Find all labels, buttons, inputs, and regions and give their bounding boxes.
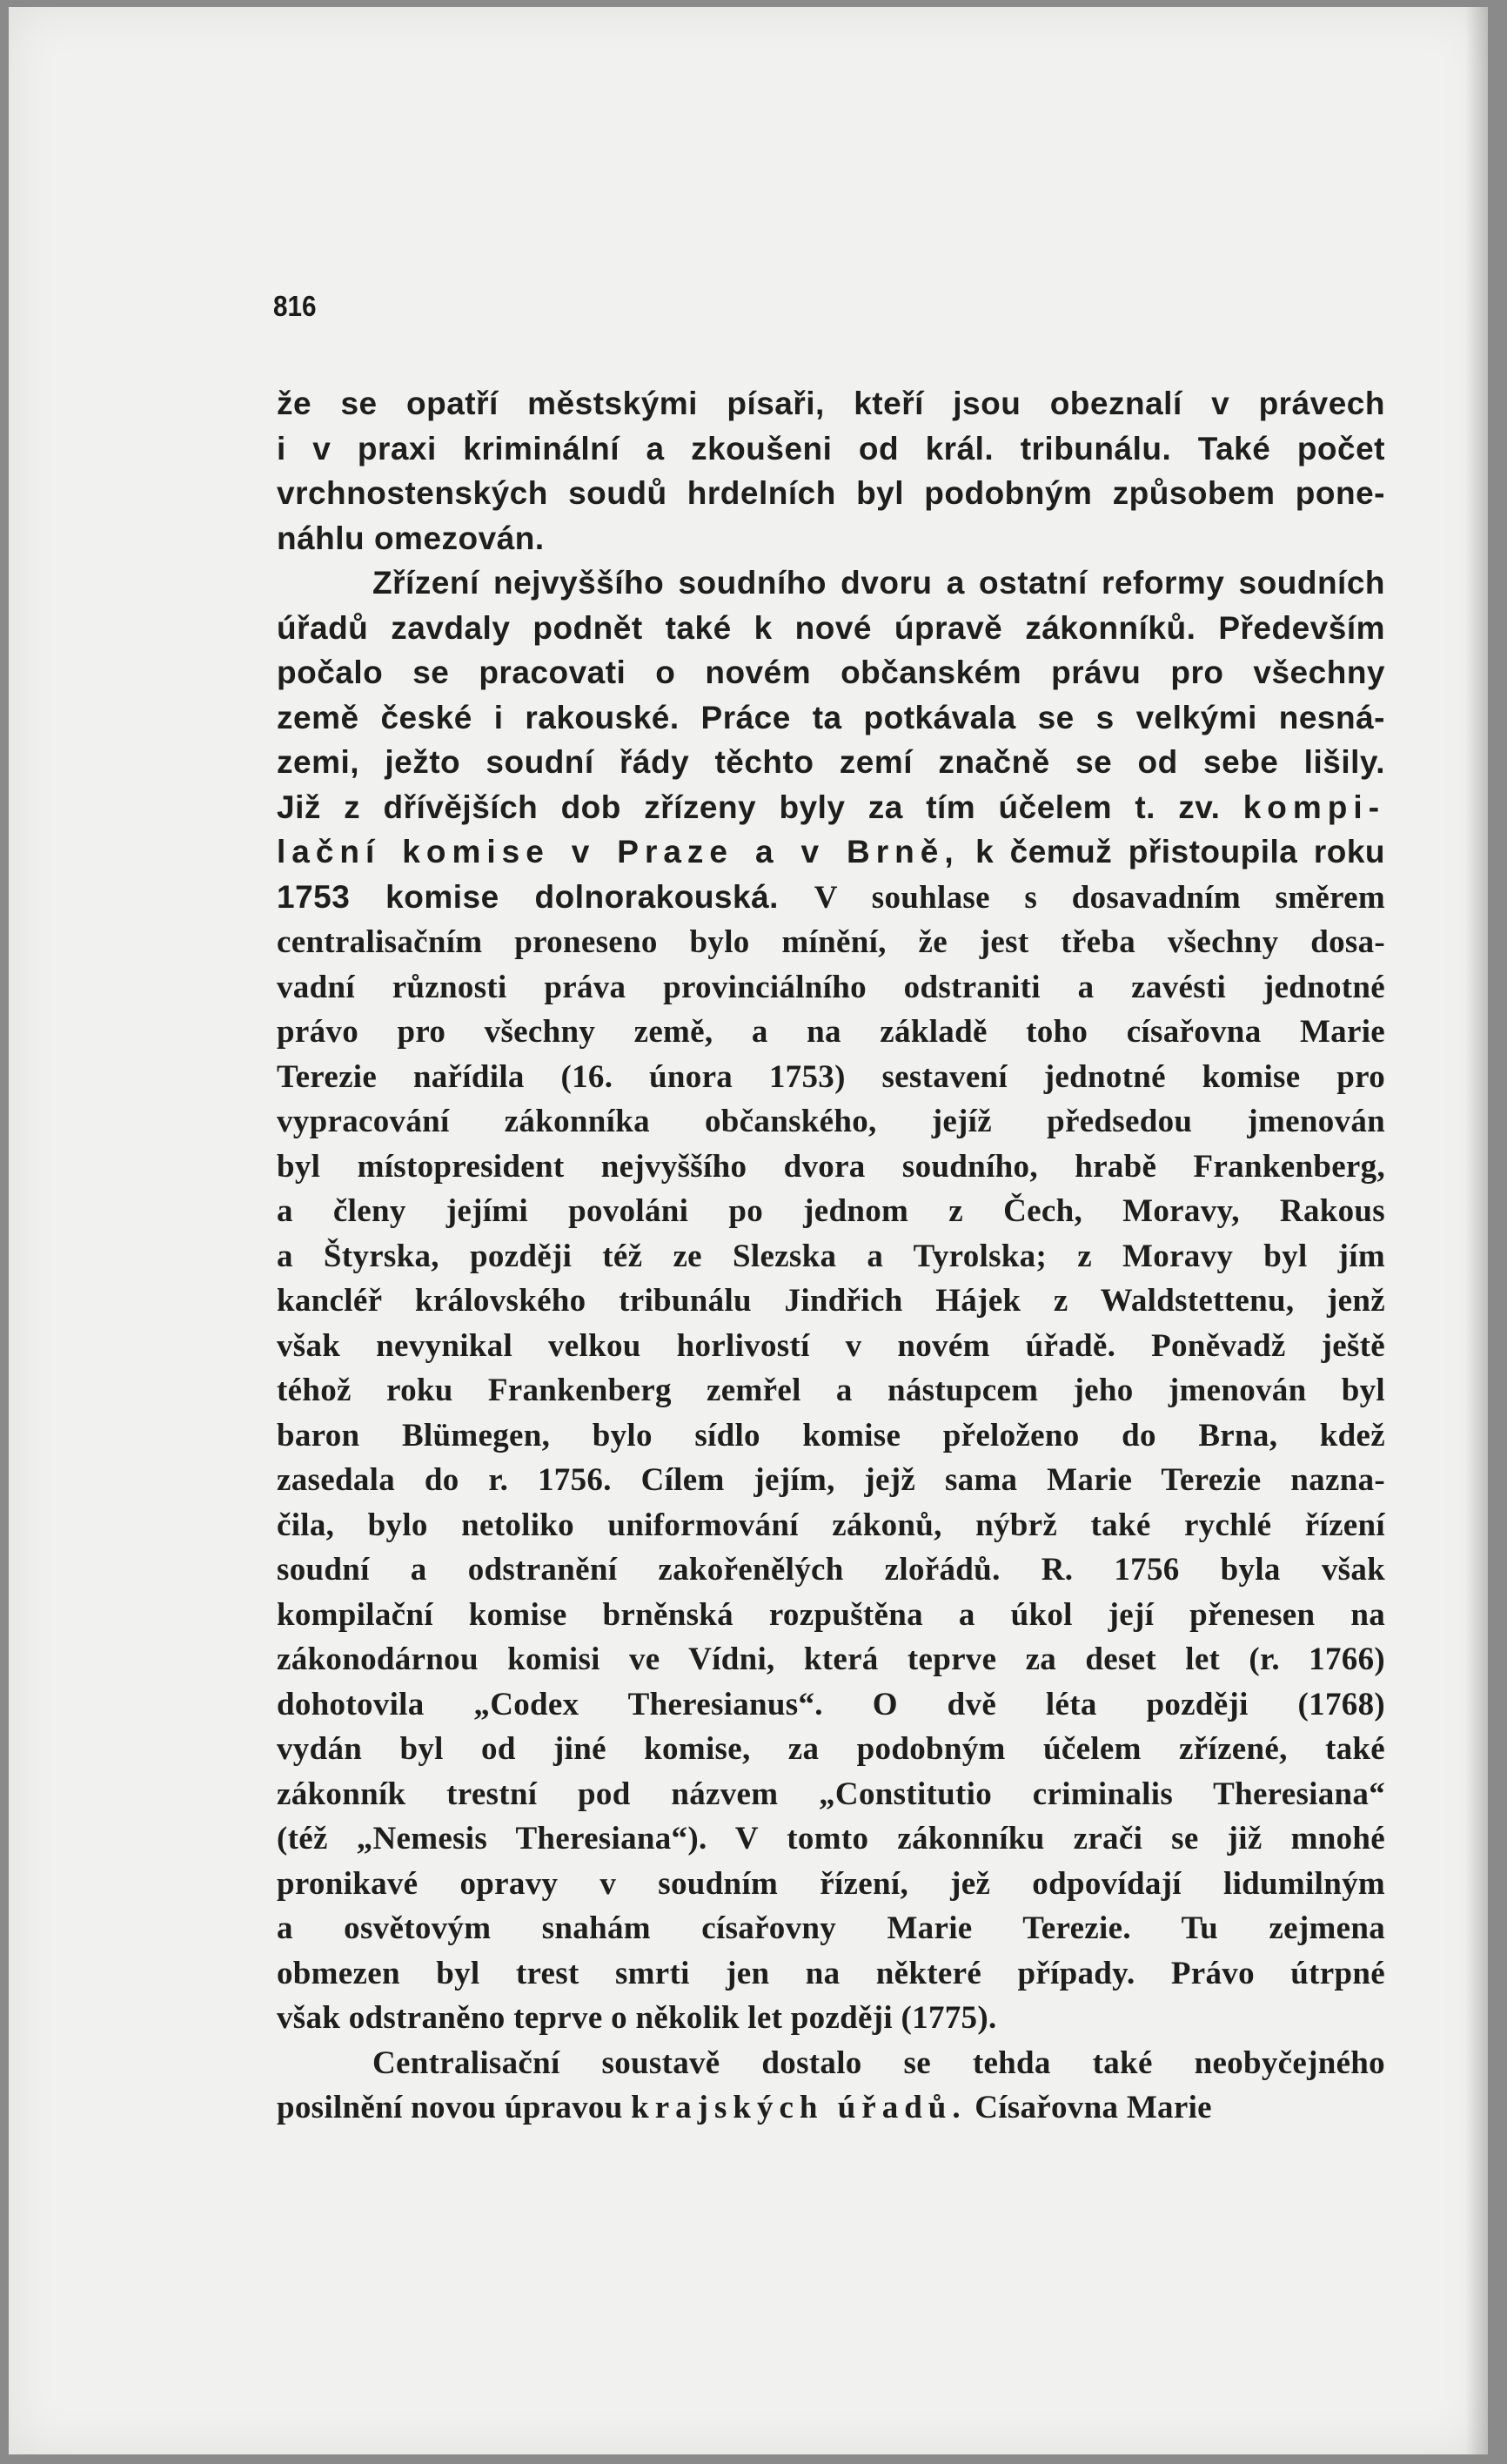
text-line: počalo se pracovati o novém občanském právu pro všechny: [277, 655, 1385, 690]
body-text: [277, 381, 1385, 2131]
text-line: téhož roku Frankenberg zemřel a nástupcem jeho jmenován byl: [277, 1373, 1385, 1408]
text-line: i v praxi kriminální a zkoušeni od král. tribunálu. Také počet: [277, 430, 1385, 467]
emphasized-text: lační komise v Praze a v Brně,: [277, 834, 960, 869]
text-line: centralisačním proneseno bylo mínění, že jest třeba všechny dosa-: [277, 924, 1385, 960]
text-line: vypracování zákonníka občanského, jejíž předsedou jmenován: [277, 1104, 1385, 1139]
text-segment: 1753 komise dolnorakouská.: [277, 878, 779, 915]
text-line: zasedala do r. 1756. Cílem jejím, jejž sama Marie Terezie nazna-: [277, 1462, 1385, 1498]
emphasized-text: kompi-: [1242, 789, 1386, 825]
text-line: Centralisační soustavě dostalo se tehda také neobyčejného: [372, 2044, 1385, 2081]
text-line: kancléř královského tribunálu Jindřich Hájek z Waldstettenu, jenž: [277, 1283, 1385, 1319]
text-line: [277, 829, 1385, 875]
text-line: náhlu omezován.: [277, 520, 545, 556]
page-number: 816: [273, 290, 317, 322]
text-segment: V souhlase s dosavadním směrem: [814, 879, 1385, 916]
text-line: čila, bylo netoliko uniformování zákonů, nýbrž také rychlé řízení: [277, 1507, 1385, 1543]
text-line: úřadů zavdaly podnět také k nové úpravě zákonníků. Především: [277, 609, 1385, 646]
text-line: obmezen byl trest smrti jen na některé případy. Právo útrpné: [277, 1955, 1385, 1991]
book-page: [9, 7, 1488, 2454]
text-line: a osvětovým snahám císařovny Marie Terezie. Tu zejmena: [277, 1910, 1385, 1946]
text-segment: Již z dřívějších dob zřízeny byly za tím účelem t. zv.: [277, 789, 1221, 825]
text-line: Terezie nařídila (16. února 1753) sestavení jednotné komise pro: [277, 1058, 1385, 1095]
text-line: [277, 875, 1385, 921]
text-line: [277, 785, 1385, 830]
emphasized-text: krajských úřadů.: [631, 2090, 967, 2125]
text-line: vydán byl od jiné komise, za podobným účelem zřízené, také: [277, 1731, 1385, 1767]
text-line: právo pro všechny země, a na základě toho císařovna Marie: [277, 1014, 1385, 1050]
page-gutter-shadow: [1465, 7, 1488, 2454]
text-line: Zřízení nejvyššího soudního dvoru a ostatní reformy soudních: [372, 565, 1385, 601]
text-line: a členy jejími povoláni po jednom z Čech, Moravy, Rakous: [277, 1193, 1385, 1229]
text-segment: k čemuž přistoupila roku: [975, 834, 1385, 869]
text-line: zákonník trestní pod názvem „Constitutio criminalis Theresiana“: [277, 1776, 1385, 1812]
text-line: pronikavé opravy v soudním řízení, jež odpovídají lidumilným: [277, 1865, 1385, 1902]
text-line: vadní různosti práva provinciálního odstraniti a zavésti jednotné: [277, 969, 1385, 1005]
text-line: [277, 2085, 1385, 2131]
text-line: zákonodárnou komisi ve Vídni, která teprve za deset let (r. 1766): [277, 1642, 1385, 1677]
text-line: vrchnostenských soudů hrdelních byl podobným způsobem pone-: [277, 475, 1385, 511]
text-line: (též „Nemesis Theresiana“). V tomto zákonníku zrači se již mnohé: [277, 1821, 1385, 1856]
text-line: baron Blümegen, bylo sídlo komise přeloženo do Brna, kdež: [277, 1417, 1385, 1454]
text-segment: posilnění novou úpravou: [277, 2090, 623, 2125]
text-line: soudní a odstranění zakořenělých zlořádů. R. 1756 byla však: [277, 1552, 1385, 1588]
text-line: zemi, ježto soudní řády těchto zemí značně se od sebe lišily.: [277, 744, 1385, 780]
text-line: že se opatří městskými písaři, kteří jsou obeznalí v právech: [277, 386, 1385, 421]
text-line: kompilační komise brněnská rozpuštěna a úkol její přenesen na: [277, 1596, 1385, 1633]
text-line: však nevynikal velkou horlivostí v novém úřadě. Poněvadž ještě: [277, 1327, 1385, 1364]
text-line: byl místopresident nejvyššího dvora soudního, hrabě Frankenberg,: [277, 1148, 1385, 1185]
text-line: však odstraněno teprve o několik let později (1775).: [277, 2000, 997, 2036]
text-line: země české i rakouské. Práce ta potkávala se s velkými nesná-: [277, 699, 1385, 735]
text-line: a Štyrska, později též ze Slezska a Tyrolska; z Moravy byl jím: [277, 1238, 1385, 1274]
text-segment: Císařovna Marie: [975, 2090, 1212, 2125]
text-line: dohotovila „Codex Theresianus“. O dvě léta později (1768): [277, 1686, 1385, 1722]
